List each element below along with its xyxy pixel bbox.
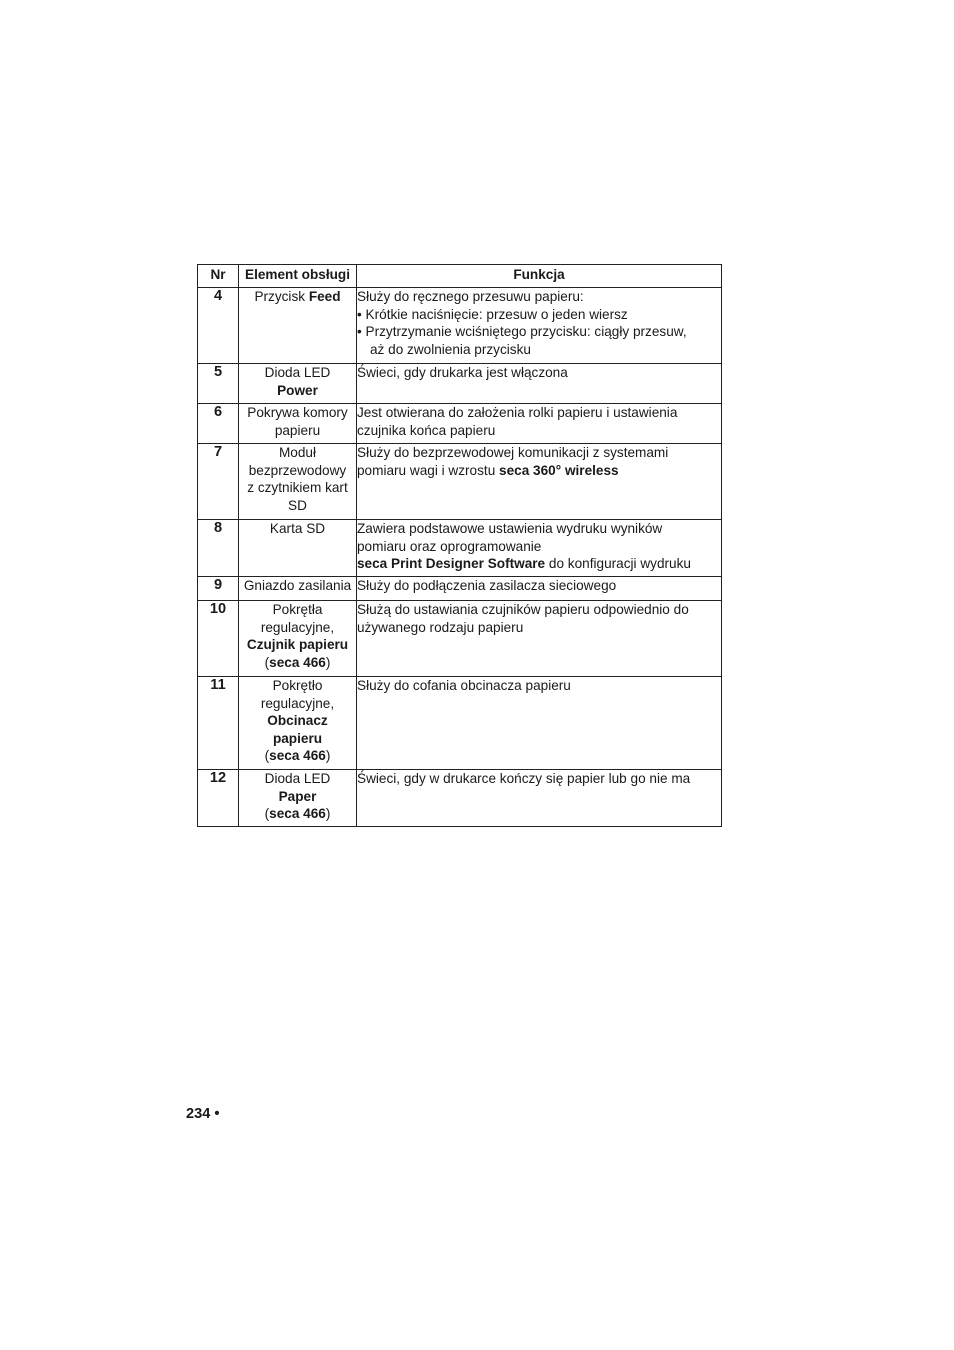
- function-description: [357, 601, 722, 677]
- description-line: Służy do podłączenia zasilacza sieciowego: [357, 578, 617, 593]
- table-header-row: [198, 265, 722, 288]
- description-line: Zawiera podstawowe ustawienia wydruku wyników: [357, 521, 663, 536]
- row-number: 6: [198, 404, 239, 444]
- table-row: [198, 444, 722, 520]
- element-text: papieru: [272, 730, 323, 746]
- element-text: Power: [277, 382, 318, 398]
- function-description: [357, 364, 722, 404]
- element-text: ): [325, 748, 331, 764]
- element-text: Czujnik papieru: [246, 637, 349, 653]
- element-text: Paper: [278, 788, 317, 804]
- description-line: Służy do bezprzewodowej komunikacji z systemami: [357, 445, 669, 460]
- control-element-name: [239, 770, 357, 827]
- bullet-line: • Przytrzymanie wciśniętego przycisku: ciągły przesuw,: [357, 324, 687, 340]
- element-text: Pokrywa komory: [247, 405, 348, 420]
- description-segment: do konfiguracji wydruku: [545, 556, 691, 572]
- table-row: [198, 288, 722, 364]
- row-number: 7: [198, 444, 239, 520]
- element-text: Pokrętło: [272, 678, 323, 693]
- description-line: Służy do ręcznego przesuwu papieru:: [357, 289, 584, 304]
- bullet-item: [357, 323, 721, 358]
- element-text: z czytnikiem kart: [247, 480, 348, 496]
- row-number: 5: [198, 364, 239, 404]
- function-description: [357, 520, 722, 577]
- element-text: Gniazdo zasilania: [243, 578, 352, 593]
- function-description: [357, 444, 722, 520]
- function-description: [357, 288, 722, 364]
- function-description: [357, 770, 722, 827]
- element-text: Dioda LED: [264, 365, 331, 380]
- function-description: [357, 404, 722, 444]
- control-element-name: [239, 364, 357, 404]
- control-element-name: [239, 444, 357, 520]
- control-element-name: [239, 577, 357, 601]
- element-text: regulacyjne,: [260, 619, 335, 635]
- header-nr: Nr: [198, 265, 239, 288]
- description-line: Jest otwierana do założenia rolki papieru i ustawienia: [357, 405, 678, 420]
- element-text: (: [264, 748, 270, 764]
- table-row: [198, 601, 722, 677]
- control-element-name: [239, 288, 357, 364]
- element-text: SD: [288, 497, 307, 513]
- bullet-line: aż do zwolnienia przycisku: [370, 341, 531, 357]
- function-description: [357, 677, 722, 770]
- description-segment: seca Print Designer Software: [357, 556, 546, 572]
- element-text: regulacyjne,: [260, 695, 335, 711]
- element-text: seca 466: [269, 748, 326, 764]
- controls-table: [197, 264, 722, 827]
- table-row: [198, 677, 722, 770]
- table-row: [198, 770, 722, 827]
- table-row: [198, 577, 722, 601]
- description-line: [357, 462, 721, 480]
- header-element: Element obsługi: [239, 265, 357, 288]
- control-element-name: [239, 404, 357, 444]
- description-line: Świeci, gdy drukarka jest włączona: [357, 365, 568, 380]
- table-body: [198, 288, 722, 827]
- element-text: bezprzewodowy: [248, 462, 347, 478]
- row-number: 12: [198, 770, 239, 827]
- description-segment: seca 360° wireless: [499, 462, 619, 478]
- control-element-name: [239, 520, 357, 577]
- row-number: 9: [198, 577, 239, 601]
- description-line: pomiaru oraz oprogramowanie: [357, 538, 542, 554]
- function-description: [357, 577, 722, 601]
- description-line: czujnika końca papieru: [357, 422, 496, 438]
- element-text: ): [325, 654, 331, 670]
- element-text: Karta SD: [269, 521, 326, 536]
- element-text: Dioda LED: [264, 771, 331, 786]
- description-line: [357, 555, 721, 573]
- element-text: Przycisk: [254, 289, 309, 304]
- element-text: Pokrętła: [272, 602, 323, 617]
- description-line: Służą do ustawiania czujników papieru odpowiednio do: [357, 602, 689, 617]
- page-number: 234 •: [186, 1106, 220, 1122]
- bullet-item: [357, 306, 721, 324]
- element-text: seca 466: [269, 806, 326, 822]
- element-text: Feed: [308, 289, 341, 304]
- element-text: Obcinacz: [267, 713, 328, 729]
- element-text: papieru: [274, 422, 321, 438]
- element-text: (: [264, 806, 270, 822]
- description-line: Świeci, gdy w drukarce kończy się papier lub go nie ma: [357, 771, 691, 786]
- description-line: używanego rodzaju papieru: [357, 619, 524, 635]
- description-segment: pomiaru wagi i wzrostu: [357, 462, 500, 478]
- control-element-name: [239, 601, 357, 677]
- bullet-line: • Krótkie naciśnięcie: przesuw o jeden wiersz: [357, 306, 628, 322]
- table-row: [198, 520, 722, 577]
- row-number: 11: [198, 677, 239, 770]
- element-text: (: [264, 654, 270, 670]
- row-number: 4: [198, 288, 239, 364]
- element-text: seca 466: [269, 654, 326, 670]
- row-number: 10: [198, 601, 239, 677]
- table-row: [198, 404, 722, 444]
- description-line: Służy do cofania obcinacza papieru: [357, 678, 571, 693]
- element-text: Moduł: [278, 445, 317, 460]
- control-element-name: [239, 677, 357, 770]
- header-function: Funkcja: [357, 265, 722, 288]
- element-text: ): [325, 806, 331, 822]
- row-number: 8: [198, 520, 239, 577]
- table-row: [198, 364, 722, 404]
